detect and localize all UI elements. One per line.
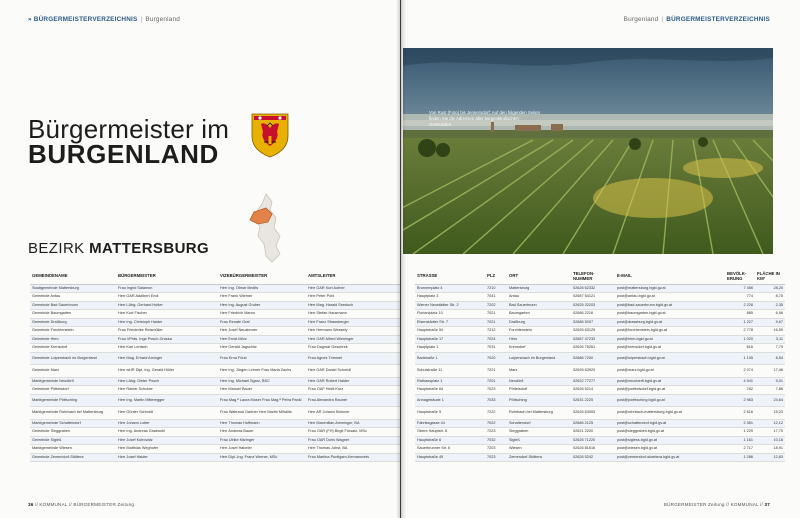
cell-tel: 02621 2200	[571, 428, 615, 437]
table-row	[30, 284, 400, 293]
cell-tel: 02686 7200	[571, 352, 615, 365]
cell-tel: 02626 81616	[571, 445, 615, 454]
cell-plz: 7041	[485, 293, 507, 302]
table-row	[30, 377, 400, 386]
cell-bev: 1 286	[725, 453, 755, 462]
cell-ort: Pöttsching	[507, 394, 571, 407]
cell-strasse: Badstraße 1	[415, 352, 485, 365]
cell-bgm: Frau VPräs. Inge Posch-Gruska	[116, 335, 218, 344]
page-title-line1: Bürgermeister im	[28, 114, 230, 144]
table-row	[30, 365, 400, 378]
cell-email: post@loipersbach.bgld.gv.at	[615, 352, 725, 365]
cell-vize: Frau Renate Graf	[218, 318, 306, 327]
cell-gemeinde: Gemeinde Draßburg	[30, 318, 116, 327]
cell-plz: 7032	[485, 436, 507, 445]
cell-bev: 2 616	[725, 407, 755, 420]
cell-tel: 02626 63920	[571, 365, 615, 378]
cell-ort: Mattersburg	[507, 284, 571, 293]
district-name: MATTERSBURG	[89, 240, 210, 257]
cell-vize: Herr Gerald Jagschitz	[218, 344, 306, 353]
cell-ort: Forchtenstein	[507, 327, 571, 336]
cell-ort: Sigleß	[507, 436, 571, 445]
cell-flaeche: 2,35	[755, 301, 785, 310]
cell-strasse: Rathausplatz 1	[415, 377, 485, 386]
table-row	[415, 428, 785, 437]
cell-tel: 02631 2225	[571, 394, 615, 407]
table-row	[415, 407, 785, 420]
cell-plz: 7221	[485, 365, 507, 378]
cell-email: post@neudoerfl.bgld.gv.at	[615, 377, 725, 386]
cell-ort: Loipersbach im Burgenland	[507, 352, 571, 365]
cell-gemeinde: Gemeinde Sieggraben	[30, 428, 116, 437]
cell-bgm: Herr Karl Lentsch	[116, 344, 218, 353]
table-row	[30, 352, 400, 365]
cell-vize: Herr Frank Wiemer	[218, 293, 306, 302]
cell-ort: Sieggraben	[507, 428, 571, 437]
cell-strasse: Hauptstraße 6	[415, 436, 485, 445]
folio-publisher: BÜRGERMEISTER Zeitung	[73, 502, 135, 507]
cell-tel: 02626 5214	[571, 386, 615, 395]
cell-plz: 7023	[485, 386, 507, 395]
cell-strasse: Hauptplatz 3	[415, 293, 485, 302]
cell-flaeche: 7,79	[755, 344, 785, 353]
cell-amtsleiter: Herr Mag. Harald Seedoch	[306, 301, 400, 310]
cell-amtsleiter: Herr Franz Strassberger	[306, 318, 400, 327]
cell-bev: 4 941	[725, 377, 755, 386]
cell-bev: 1 227	[725, 318, 755, 327]
cell-email: post@baumgarten.bgld.gv.at	[615, 310, 725, 319]
cell-amtsleiter: Herr OAR Robert Haider	[306, 377, 400, 386]
cell-email: post@zemendorf-stoettera.bgld.gv.at	[615, 453, 725, 462]
table-row	[415, 310, 785, 319]
cell-bev: 774	[725, 293, 755, 302]
table-row	[415, 419, 785, 428]
cell-amtsleiter: Frau Martina Puntigam-Kemanovets	[306, 453, 400, 462]
cell-flaeche: 16,59	[755, 327, 785, 336]
table-row	[30, 293, 400, 302]
table-header-row	[415, 268, 785, 284]
cell-gemeinde: Gemeinde Loipersbach im Burgenland	[30, 352, 116, 365]
cell-vize: Herr Ernst Mörz	[218, 335, 306, 344]
cell-gemeinde: Marktgemeinde Rohrbach bei Mattersburg	[30, 407, 116, 420]
cell-amtsleiter: Herr Peter Pohl	[306, 293, 400, 302]
table-row	[415, 453, 785, 462]
column-header: ORT	[507, 268, 571, 284]
cell-tel: 02626 5242	[571, 453, 615, 462]
cell-email: post@poettelsdorf.bgld.gv.at	[615, 386, 725, 395]
table-row	[415, 301, 785, 310]
running-header-region: Burgenland	[145, 16, 181, 23]
cell-strasse: Schulstraße 11	[415, 365, 485, 378]
page-title-line2: BURGENLAND	[28, 139, 219, 169]
cell-strasse: Eisenstädter Str. 7	[415, 318, 485, 327]
column-header: TELEFON-NUMMER	[571, 268, 615, 284]
cell-strasse: Hauptstraße 49	[415, 453, 485, 462]
table-row	[415, 327, 785, 336]
table-row	[30, 386, 400, 395]
page-number: 37	[764, 502, 770, 507]
table-row	[415, 284, 785, 293]
column-header: FLÄCHE IN KM²	[755, 268, 785, 284]
cell-bgm: Herr OAR Adalbert Endl	[116, 293, 218, 302]
cell-vize: Herr Andreas Bauer	[218, 428, 306, 437]
book-spine-shadow	[396, 0, 406, 518]
table-row	[415, 352, 785, 365]
cell-vize: Herr Dipl.-Ing. Franz Werner, MSc	[218, 453, 306, 462]
cell-strasse: Florianiplatz 10	[415, 310, 485, 319]
cell-tel: 02626 63125	[571, 327, 615, 336]
cell-plz: 7212	[485, 327, 507, 336]
cell-tel: 02625 32203	[571, 301, 615, 310]
cell-bgm: Herr Rainer Schuber	[116, 386, 218, 395]
cell-plz: 7024	[485, 335, 507, 344]
cell-tel: 02626 63053	[571, 407, 615, 420]
cell-vize: Frau Ulrike Kitzinger	[218, 436, 306, 445]
folio-right: BÜRGERMEISTER Zeitung // KOMMUNAL // 37	[663, 502, 770, 507]
cell-strasse: Wiener Neustädter Str. 2	[415, 301, 485, 310]
cell-gemeinde: Marktgemeinde Wiesen	[30, 445, 116, 454]
cell-gemeinde: Gemeinde Baumgarten	[30, 310, 116, 319]
cell-amtsleiter: Herr Stefan Hausmann	[306, 310, 400, 319]
table-row	[30, 407, 400, 420]
running-header-section: BÜRGERMEISTERVERZEICHNIS	[33, 16, 138, 23]
cell-strasse: Hauptstraße 17	[415, 335, 485, 344]
column-header: GEMEINDENAME	[30, 268, 116, 284]
cell-bev: 1 195	[725, 352, 755, 365]
cell-gemeinde: Marktgemeinde Neudörfl	[30, 377, 116, 386]
cell-amtsleiter: Herr OAR Daniel Schmidl	[306, 365, 400, 378]
district-prefix: BEZIRK	[28, 240, 85, 257]
cell-bev: 885	[725, 310, 755, 319]
column-header: PLZ	[485, 268, 507, 284]
cell-plz: 7021	[485, 310, 507, 319]
cell-plz: 7021	[485, 318, 507, 327]
cell-tel: 02686 5007	[571, 318, 615, 327]
cell-flaeche: 9,01	[755, 377, 785, 386]
burgenland-coat-of-arms-icon	[250, 112, 290, 158]
cell-flaeche: 28,20	[755, 284, 785, 293]
cell-email: post@marz.bgld.gv.at	[615, 365, 725, 378]
cell-bgm: Herr LAbg. Dieter Posch	[116, 377, 218, 386]
cell-strasse: Annagebäude 1	[415, 394, 485, 407]
cell-flaeche: 15,23	[755, 407, 785, 420]
cell-bev: 2 228	[725, 301, 755, 310]
cell-amtsleiter: Herr OAR Alfred Wieninger	[306, 335, 400, 344]
cell-plz: 7031	[485, 344, 507, 353]
cell-amtsleiter: Herr Maximilian Amminger, BA	[306, 419, 400, 428]
table-row	[415, 344, 785, 353]
running-header-section: BÜRGERMEISTERVERZEICHNIS	[666, 16, 770, 23]
cell-email: post@bad-sauerbrunn.bgld.gv.at	[615, 301, 725, 310]
cell-bgm: Herr Mag. Erhard Aminger	[116, 352, 218, 365]
cell-gemeinde: Stadtgemeinde Mattersburg	[30, 284, 116, 293]
cell-flaeche: 17,46	[755, 365, 785, 378]
cell-bev: 2 778	[725, 327, 755, 336]
cell-email: post@poettsching.bgld.gv.at	[615, 394, 725, 407]
table-row	[30, 301, 400, 310]
table-row	[415, 318, 785, 327]
cell-ort: Neudörfl	[507, 377, 571, 386]
cell-ort: Zemendorf-Stöttera	[507, 453, 571, 462]
cell-ort: Marz	[507, 365, 571, 378]
cell-flaeche: 24,64	[755, 394, 785, 407]
cell-amtsleiter: Herr Thomas Jobst, BA	[306, 445, 400, 454]
cell-flaeche: 17,70	[755, 428, 785, 437]
cell-email: post@mattersburg.bgld.gv.at	[615, 284, 725, 293]
cell-bev: 616	[725, 344, 755, 353]
cell-ort: Rohrbach bei Mattersburg	[507, 407, 571, 420]
directory-table-right	[415, 268, 785, 462]
cell-bgm: Herr LAbg. Gerhard Hutter	[116, 301, 218, 310]
table-row	[30, 318, 400, 327]
cell-tel: 02622 77277	[571, 377, 615, 386]
cell-strasse: Fabriksgasse 44	[415, 419, 485, 428]
cell-gemeinde: Gemeinde Forchtenstein	[30, 327, 116, 336]
cell-gemeinde: Gemeinde Zemendorf-Stöttera	[30, 453, 116, 462]
running-header-region: Burgenland	[623, 16, 659, 23]
cell-plz: 7203	[485, 445, 507, 454]
cell-bgm: Herr Johann Lotter	[116, 419, 218, 428]
folio-magazine: KOMMUNAL	[39, 502, 68, 507]
cell-tel: 02686 2125	[571, 419, 615, 428]
cell-strasse: Hauptstraße 64	[415, 386, 485, 395]
table-row	[30, 445, 400, 454]
cell-bgm: Herr Kurt Fischer	[116, 310, 218, 319]
cell-gemeinde: Gemeinde Bad Sauerbrunn	[30, 301, 116, 310]
table-row	[30, 453, 400, 462]
cell-amtsleiter: Frau Alexandra Rauner	[306, 394, 400, 407]
cell-bgm: Frau Friederike Reismüller	[116, 327, 218, 336]
table-row	[30, 419, 400, 428]
cell-bev: 762	[725, 386, 755, 395]
folio-left: 36 // KOMMUNAL // BÜRGERMEISTER Zeitung	[28, 502, 135, 507]
cell-ort: Antau	[507, 293, 571, 302]
table-row	[415, 445, 785, 454]
running-header-left: » BÜRGERMEISTERVERZEICHNIS | Burgenland	[28, 16, 181, 23]
table-row	[415, 436, 785, 445]
table-row	[30, 436, 400, 445]
cell-bev: 1 161	[725, 436, 755, 445]
cell-vize: Herr Ing. Michael Sgarz, BSC	[218, 377, 306, 386]
cell-plz: 7210	[485, 284, 507, 293]
cell-amtsleiter: Herr Hermann Wessely	[306, 327, 400, 336]
cell-amtsleiter: Herr OAR Kurt Aufner	[306, 284, 400, 293]
cell-strasse: Hauptstraße 54	[415, 327, 485, 336]
table-row	[30, 428, 400, 437]
column-header: AMTSLEITER	[306, 268, 400, 284]
cell-email: post@rohrbach-mattersburg.bgld.gv.at	[615, 407, 725, 420]
cell-tel: 02687 54121	[571, 293, 615, 302]
cell-plz: 7223	[485, 428, 507, 437]
cell-bev: 2 351	[725, 419, 755, 428]
cell-flaeche: 9,67	[755, 318, 785, 327]
cell-strasse: Obere Hauptstr. 8	[415, 428, 485, 437]
cell-ort: Krensdorf	[507, 344, 571, 353]
cell-email: post@sigless.bgld.gv.at	[615, 436, 725, 445]
table-header-row	[30, 268, 400, 284]
cell-flaeche: 8,75	[755, 293, 785, 302]
cell-tel: 02626 62332	[571, 284, 615, 293]
cell-bev: 2 983	[725, 394, 755, 407]
cell-tel: 02686 2216	[571, 310, 615, 319]
cell-ort: Draßburg	[507, 318, 571, 327]
table-row	[415, 293, 785, 302]
cell-plz: 7033	[485, 394, 507, 407]
cell-flaeche: 8,54	[755, 352, 785, 365]
cell-plz: 7022	[485, 419, 507, 428]
cell-plz: 7023	[485, 453, 507, 462]
cell-amtsleiter: Frau OAR Doris Wagner	[306, 436, 400, 445]
cell-vize: Frau Mag.ª Laura Moser Frau Mag.ª Petra Pankl	[218, 394, 306, 407]
cell-tel: 02626 71220	[571, 436, 615, 445]
table-row	[30, 327, 400, 336]
cell-vize: Frau Erna Fürst	[218, 352, 306, 365]
cell-bgm: Frau Ingrid Salamon	[116, 284, 218, 293]
cell-strasse: Brunnenplatz 4	[415, 284, 485, 293]
cell-bgm: Herr Ing. Andreas Gradwohl	[116, 428, 218, 437]
cell-flaeche: 12,12	[755, 419, 785, 428]
table-row	[30, 394, 400, 407]
column-header: BÜRGERMEISTER	[116, 268, 218, 284]
cell-vize: Herr Ing. August Gruber	[218, 301, 306, 310]
right-page	[401, 0, 800, 518]
district-map-icon	[236, 192, 296, 264]
folio-publisher: BÜRGERMEISTER Zeitung	[663, 502, 725, 507]
cell-vize: Herr Josef Neusteurer	[218, 327, 306, 336]
cell-email: post@krensdorf.bgld.gv.at	[615, 344, 725, 353]
cell-tel: 02626 75261	[571, 344, 615, 353]
cell-bgm: Herr Matthias Weghofer	[116, 445, 218, 454]
cell-bgm: Herr Ing. Martin Mitteregger	[116, 394, 218, 407]
cell-ort: Schattendorf	[507, 419, 571, 428]
table-row	[415, 394, 785, 407]
photo-caption: Von Rust (Foto) bis Jennersdorf: Auf den folgenden Seiten finden Sie die Adressen aller burgenländischen Gemeinden	[429, 110, 541, 127]
cell-gemeinde: Marktgemeinde Schattendorf	[30, 419, 116, 428]
cell-gemeinde: Gemeinde Pöttelsdorf	[30, 386, 116, 395]
cell-vize: Herr Ing. Otmar Illedits	[218, 284, 306, 293]
cell-strasse: Hauptstraße 9	[415, 407, 485, 420]
cell-plz: 7202	[485, 301, 507, 310]
page-number: 36	[28, 502, 34, 507]
cell-amtsleiter: Frau OAF Heidi Kurz	[306, 386, 400, 395]
directory-table-left	[30, 268, 400, 462]
cell-amtsleiter: Frau Agnes Trimmel	[306, 352, 400, 365]
cell-ort: Pöttelsdorf	[507, 386, 571, 395]
cell-email: post@sieggraben.bgld.gv.at	[615, 428, 725, 437]
vineyard-photo	[403, 48, 773, 254]
cell-email: post@forchtenstein.bgld.gv.at	[615, 327, 725, 336]
table-row	[415, 335, 785, 344]
cell-strasse: Sauerbrunner Str. 6	[415, 445, 485, 454]
column-header: STRASSE	[415, 268, 485, 284]
cell-gemeinde: Marktgemeinde Pöttsching	[30, 394, 116, 407]
cell-gemeinde: Gemeinde Hirm	[30, 335, 116, 344]
cell-gemeinde: Gemeinde Sigleß	[30, 436, 116, 445]
cell-bev: 1 229	[725, 428, 755, 437]
cell-ort: Baumgarten	[507, 310, 571, 319]
table-row	[415, 365, 785, 378]
cell-bgm: Herr Josef Kutrovatz	[116, 436, 218, 445]
cell-amtsleiter: Frau OAR (FH) Birgit Fürsatz, MSc	[306, 428, 400, 437]
table-row	[415, 377, 785, 386]
cell-flaeche: 10,16	[755, 436, 785, 445]
cell-flaeche: 6,96	[755, 310, 785, 319]
cell-plz: 7201	[485, 377, 507, 386]
cell-vize: Herr Manuel Bauer	[218, 386, 306, 395]
cell-bev: 1 020	[725, 335, 755, 344]
cell-email: post@hirm.bgld.gv.at	[615, 335, 725, 344]
cell-email: post@drassburg.bgld.gv.at	[615, 318, 725, 327]
cell-email: post@antau.bgld.gv.at	[615, 293, 725, 302]
cell-ort: Hirm	[507, 335, 571, 344]
cell-amtsleiter: Frau Dagmar Geschrek	[306, 344, 400, 353]
cell-ort: Wiesen	[507, 445, 571, 454]
cell-vize: Frau Waltraud Gartner Herr Martin Mihalits	[218, 407, 306, 420]
cell-bgm: Herr wHR Dipl. Ing. Gerald Hüller	[116, 365, 218, 378]
cell-vize: Herr Thomas Hoffmann	[218, 419, 306, 428]
cell-plz: 7222	[485, 407, 507, 420]
cell-flaeche: 12,83	[755, 453, 785, 462]
cell-strasse: Hauptplatz 1	[415, 344, 485, 353]
column-header: E-MAIL	[615, 268, 725, 284]
cell-bev: 2 717	[725, 445, 755, 454]
folio-magazine: KOMMUNAL	[730, 502, 759, 507]
cell-flaeche: 7,86	[755, 386, 785, 395]
cell-amtsleiter: Herr AR Johann Brünner	[306, 407, 400, 420]
cell-bgm: Herr Günter Schmidt	[116, 407, 218, 420]
column-header: BEVÖLK-ERUNG	[725, 268, 755, 284]
table-row	[30, 335, 400, 344]
district-heading	[28, 240, 209, 257]
table-row	[415, 386, 785, 395]
cell-ort: Bad Sauerbrunn	[507, 301, 571, 310]
table-row	[30, 344, 400, 353]
column-header: VIZEBÜRGERMEISTER	[218, 268, 306, 284]
table-row	[30, 310, 400, 319]
cell-vize: Herr Friedrich Maron	[218, 310, 306, 319]
cell-bgm: Herr Josef Haider	[116, 453, 218, 462]
cell-vize: Herr Ing. Jürgen Lehner Frau Maria Zachs	[218, 365, 306, 378]
cell-flaeche: 3,11	[755, 335, 785, 344]
cell-tel: 02687 47233	[571, 335, 615, 344]
cell-gemeinde: Gemeinde Krensdorf	[30, 344, 116, 353]
cell-email: post@wiesen.bgld.gv.at	[615, 445, 725, 454]
cell-bgm: Herr Ing. Christoph Haider	[116, 318, 218, 327]
cell-plz: 7020	[485, 352, 507, 365]
cell-gemeinde: Gemeinde Antau	[30, 293, 116, 302]
cell-bev: 7 456	[725, 284, 755, 293]
cell-vize: Herr Josef Habeler	[218, 445, 306, 454]
cell-flaeche: 18,91	[755, 445, 785, 454]
cell-bev: 2 074	[725, 365, 755, 378]
cell-gemeinde: Gemeinde Marz	[30, 365, 116, 378]
running-header-right: Burgenland | BÜRGERMEISTERVERZEICHNIS	[623, 16, 770, 23]
cell-email: post@schattendorf.bgld.gv.at	[615, 419, 725, 428]
